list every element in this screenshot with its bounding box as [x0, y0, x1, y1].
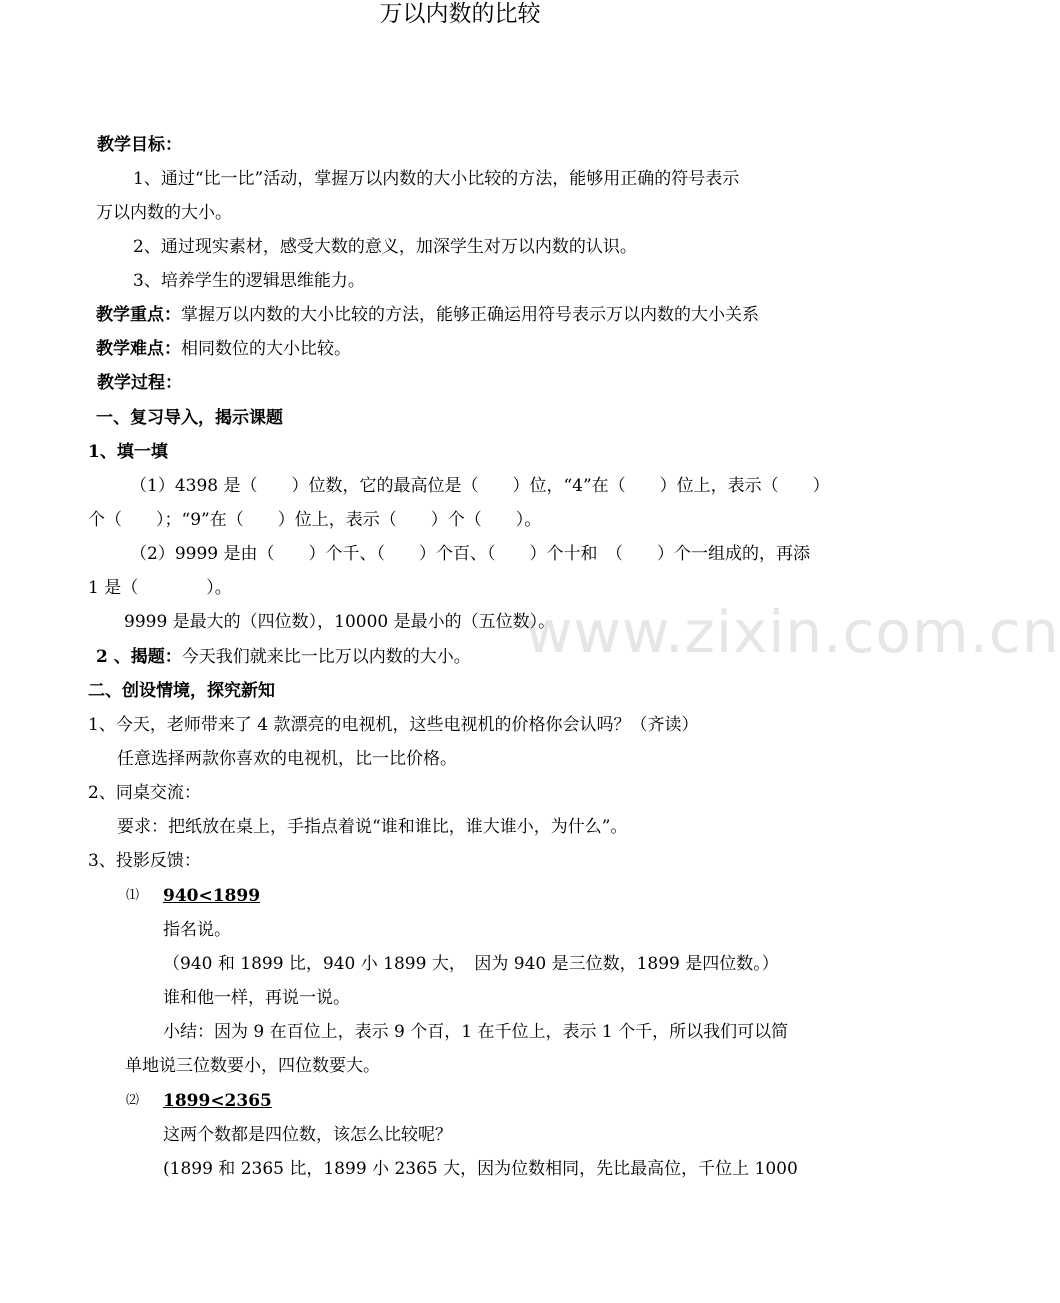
case-1-line4b: 单地说三位数要小，四位数要大。 — [125, 1056, 380, 1076]
section2-p2: 2、同桌交流： — [88, 783, 201, 803]
case-2-line1: 这两个数都是四位数，该怎么比较呢？ — [163, 1125, 452, 1145]
objective-3: 3、培养学生的逻辑思维能力。 — [133, 271, 365, 291]
process-label: 教学过程： — [97, 373, 182, 393]
question-2a: （2）9999 是由（ ）个千、（ ）个百、（ ）个十和 （ ）个一组成的，再添 — [130, 544, 810, 564]
section2-p3: 3、投影反馈： — [88, 851, 201, 871]
key-point — [96, 304, 759, 326]
key-point-text: 掌握万以内数的大小比较的方法，能够正确运用符号表示万以内数的大小关系 — [181, 305, 759, 325]
case-1-line1: 指名说。 — [163, 920, 231, 940]
fact-line: 9999 是最大的（四位数），10000 是最小的（五位数）。 — [124, 612, 556, 632]
question-1b: 个（ ）；“9”在（ ）位上，表示（ ）个（ ）。 — [88, 510, 542, 530]
case-2-expression: 1899<2365 — [163, 1091, 272, 1111]
objectives-label: 教学目标： — [97, 135, 182, 155]
section2-heading: 二、创设情境，探究新知 — [88, 681, 275, 701]
question-2b: 1 是（ ）。 — [88, 578, 232, 598]
case-1-expression: 940<1899 — [163, 886, 261, 906]
difficulty-text: 相同数位的大小比较。 — [181, 339, 351, 359]
section1-sub1: 1、填一填 — [88, 442, 168, 462]
case-2-number: ⑵ — [126, 1093, 140, 1108]
section2-p1b: 任意选择两款你喜欢的电视机，比一比价格。 — [117, 749, 457, 769]
key-point-label: 教学重点： — [96, 305, 181, 325]
objective-2: 2、通过现实素材，感受大数的意义，加深学生对万以内数的认识。 — [133, 237, 637, 257]
watermark: www.zixin.com.cn — [525, 598, 1060, 666]
section2-p2b: 要求：把纸放在桌上，手指点着说“谁和谁比，谁大谁小，为什么”。 — [117, 817, 628, 837]
section1-heading: 一、复习导入，揭示课题 — [96, 408, 283, 428]
difficulty-label: 教学难点： — [96, 339, 181, 359]
case-1-line4a: 小结：因为 9 在百位上，表示 9 个百，1 在千位上，表示 1 个千，所以我们可以简 — [163, 1022, 789, 1042]
case-1-line2: （940 和 1899 比，940 小 1899 大， 因为 940 是三位数，1899 是四位数。） — [163, 954, 779, 974]
objective-1a: 1、通过“比一比”活动，掌握万以内数的大小比较的方法，能够用正确的符号表示 — [133, 169, 740, 189]
case-1-line3: 谁和他一样，再说一说。 — [163, 988, 350, 1008]
sub2-text: 今天我们就来比一比万以内数的大小。 — [181, 647, 471, 667]
objective-1b: 万以内数的大小。 — [96, 203, 232, 223]
sub2-label: 2 、揭题： — [96, 647, 182, 667]
page-title: 万以内数的比较 — [379, 1, 541, 27]
case-2-line2: (1899 和 2365 比，1899 小 2365 大，因为位数相同，先比最高位，千位上 1000 — [163, 1159, 798, 1179]
section1-sub2 — [96, 646, 471, 668]
difficulty — [96, 338, 351, 360]
section2-p1: 1、今天，老师带来了 4 款漂亮的电视机，这些电视机的价格你会认吗？（齐读） — [88, 715, 699, 735]
question-1a: （1）4398 是（ ）位数，它的最高位是（ ）位，“4”在（ ）位上，表示（ ） — [130, 476, 830, 496]
case-1-number: ⑴ — [126, 888, 140, 903]
